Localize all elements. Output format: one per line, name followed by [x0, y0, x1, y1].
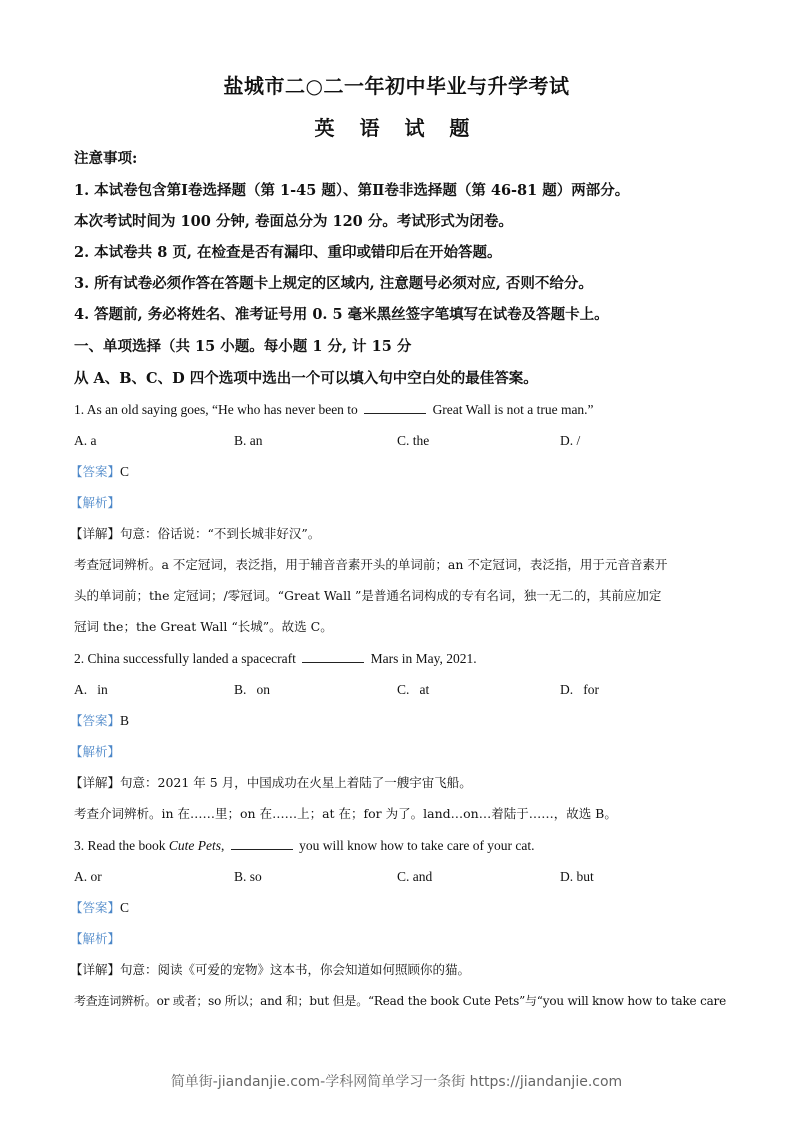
option-d: D. but: [560, 869, 594, 884]
option-c: C. at: [397, 682, 430, 697]
explanation-text: 头的单词前；the 定冠词；/零冠词。“Great Wall ”是普通名词构成的专有名词，独一无二的，其前应加定: [74, 588, 662, 603]
analysis-label: 【解析】: [70, 744, 121, 759]
analysis-line: [70, 930, 120, 948]
notice-item: 3. 所有试卷必须作答在答题卡上规定的区域内, 注意题号必须对应, 否则不给分。: [74, 275, 593, 292]
stem-text: Mars in May, 2021.: [370, 651, 477, 666]
answer-value: C: [120, 900, 130, 915]
detail-text: 句意：阅读《可爱的宠物》这本书，你会知道如何照顾你的猫。: [120, 962, 471, 977]
option-c: C. and: [397, 869, 433, 884]
answer-value: B: [120, 713, 130, 728]
option-d: D. for: [560, 682, 599, 697]
notice-heading: 注意事项:: [74, 150, 138, 167]
section-heading: 一、单项选择（共 15 小题。每小题 1 分, 计 15 分: [74, 338, 412, 355]
stem-text: you will know how to take care of your cat.: [299, 838, 535, 853]
stem-text: 1. As an old saying goes, “He who has never been to: [74, 402, 358, 417]
option-a: A. or: [74, 869, 102, 884]
section-instruction: 从 A、B、C、D 四个选项中选出一个可以填入句中空白处的最佳答案。: [74, 370, 538, 387]
stem-text: 2. China successfully landed a spacecraft: [74, 651, 296, 666]
answer-label: 【答案】: [70, 900, 121, 915]
option-b: B. so: [234, 869, 262, 884]
detail-line: [70, 525, 320, 543]
explanation-text: 冠词 the；the Great Wall “长城”。故选 C。: [74, 619, 333, 634]
explanation-text: 考查冠词辨析。a 不定冠词，表泛指，用于辅音音素开头的单词前；an 不定冠词，表泛指，用于元音音素开: [74, 557, 668, 572]
detail-text: 句意：2021 年 5 月，中国成功在火星上着陆了一艘宇宙飞船。: [120, 775, 472, 790]
detail-label: 【详解】: [70, 775, 121, 790]
option-c: C. the: [397, 433, 430, 448]
answer-label: 【答案】: [70, 713, 121, 728]
stem-text: 3. Read the book: [74, 838, 169, 853]
stem-text: Great Wall is not a true man.”: [432, 402, 594, 417]
option-a: A. in: [74, 682, 108, 697]
exam-subtitle: 英 语 试 题: [314, 116, 479, 140]
detail-line: [70, 961, 470, 979]
notice-item: 1. 本试卷包含第Ⅰ卷选择题（第 1-45 题）、第Ⅱ卷非选择题（第 46-81 题）两部分。: [74, 182, 630, 199]
footer-watermark: 简单街-jiandanjie.com-学科网简单学习一条街 https://jiandanjie.com: [170, 1074, 623, 1090]
option-b: B. on: [234, 682, 271, 697]
analysis-line: [70, 743, 120, 761]
answer-value: C: [120, 464, 130, 479]
explanation-text: 考查连词辨析。or 或者；so 所以；and 和；but 但是。“Read the book Cute Pets”与“you will know how to take care: [74, 994, 726, 1008]
book-title: Cute Pets: [168, 838, 221, 853]
exam-title: 盐城市二○二一年初中毕业与升学考试: [223, 74, 570, 98]
analysis-line: [70, 494, 120, 512]
answer-label: 【答案】: [70, 464, 121, 479]
answer-blank: [302, 650, 364, 663]
question-3-stem: [74, 837, 535, 855]
explanation-text: 考查介词辨析。in 在……里；on 在……上；at 在；for 为了。land…on…着陆于……，故选 B。: [74, 806, 617, 821]
answer-blank: [231, 837, 293, 850]
option-d: D. /: [560, 433, 581, 448]
analysis-label: 【解析】: [70, 495, 121, 510]
question-1-stem: [74, 401, 594, 419]
notice-item: 2. 本试卷共 8 页, 在检查是否有漏印、重印或错印后在开始答题。: [74, 244, 502, 261]
answer-line: [70, 463, 129, 481]
answer-line: [70, 899, 129, 917]
option-b: B. an: [234, 433, 263, 448]
detail-text: 句意：俗话说：“不到长城非好汉”。: [120, 526, 321, 541]
option-a: A. a: [74, 433, 97, 448]
answer-blank: [364, 401, 426, 414]
detail-line: [70, 774, 472, 792]
detail-label: 【详解】: [70, 962, 121, 977]
question-2-stem: [74, 650, 477, 668]
analysis-label: 【解析】: [70, 931, 121, 946]
answer-line: [70, 712, 129, 730]
stem-text: ,: [220, 838, 225, 853]
detail-label: 【详解】: [70, 526, 121, 541]
notice-item: 4. 答题前, 务必将姓名、准考证号用 0. 5 毫米黑丝签字笔填写在试卷及答题卡上。: [74, 306, 609, 323]
notice-item: 本次考试时间为 100 分钟, 卷面总分为 120 分。考试形式为闭卷。: [74, 213, 513, 230]
